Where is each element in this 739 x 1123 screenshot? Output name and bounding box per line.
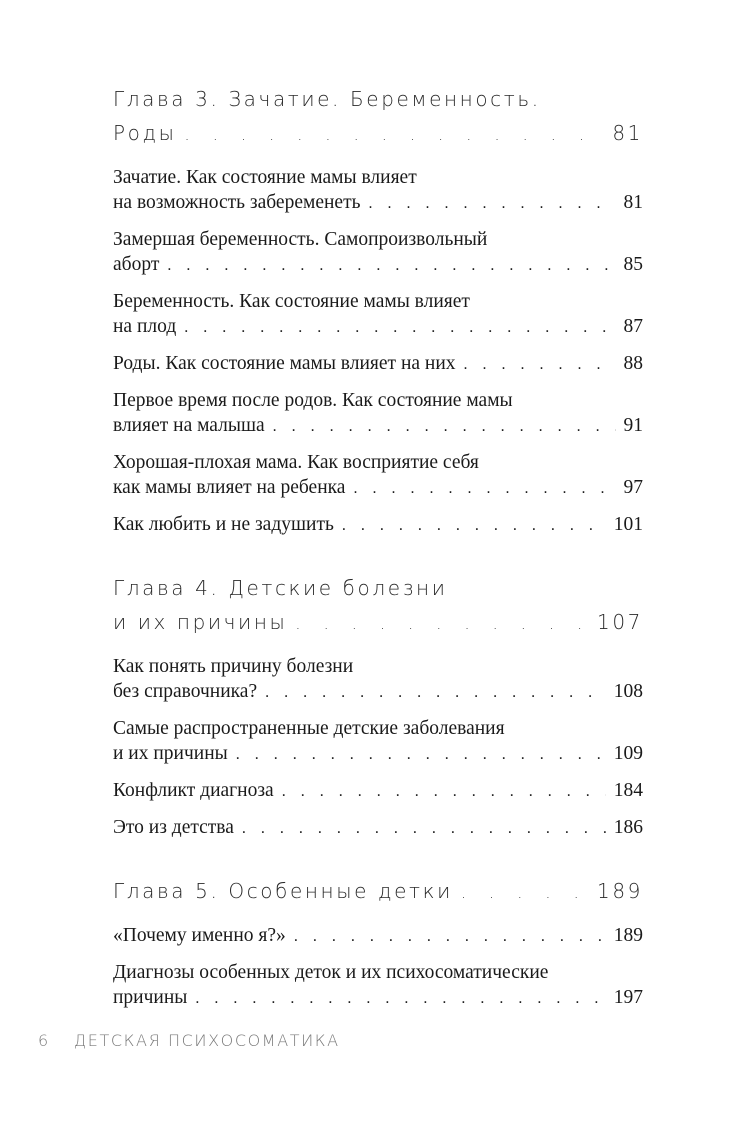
entry-title-line1: Диагнозы особенных деток и их психосоматические bbox=[113, 962, 549, 983]
dot-leader bbox=[167, 253, 615, 278]
entry-title-line1: Зачатие. Как состояние мамы влияет bbox=[113, 167, 417, 188]
dot-leader bbox=[464, 352, 616, 377]
entry-title-line1: Беременность. Как состояние мамы влияет bbox=[113, 291, 470, 312]
dot-leader bbox=[369, 191, 616, 216]
dot-leader bbox=[353, 476, 615, 501]
chapter-title-row bbox=[113, 605, 643, 641]
entry-title-line2: влияет на малыша bbox=[113, 415, 265, 436]
entry-page-number: 87 bbox=[623, 316, 643, 337]
toc-entry[interactable] bbox=[113, 450, 643, 501]
dot-leader bbox=[184, 315, 615, 340]
entry-title-line1: Первое время после родов. Как состояние мамы bbox=[113, 390, 513, 411]
entry-title-line2: на возможность забеременеть bbox=[113, 192, 361, 213]
entry-title-line2: аборт bbox=[113, 254, 160, 275]
entry-page-number: 101 bbox=[613, 514, 643, 535]
entry-title-line1: Как понять причину болезни bbox=[113, 656, 354, 677]
dot-leader bbox=[195, 986, 605, 1011]
entry-title: Конфликт диагноза bbox=[113, 780, 274, 801]
dot-leader bbox=[282, 779, 606, 804]
toc-entry[interactable] bbox=[113, 351, 643, 377]
chapter-heading bbox=[113, 571, 643, 641]
footer-page-number: 6 bbox=[38, 1031, 50, 1050]
dot-leader bbox=[273, 414, 616, 439]
dot-leader bbox=[265, 680, 606, 705]
dot-leader bbox=[295, 607, 589, 641]
chapter-page-number: 81 bbox=[612, 121, 643, 145]
entry-page-number: 184 bbox=[613, 780, 643, 801]
dot-leader bbox=[242, 816, 606, 841]
entry-page-number: 189 bbox=[613, 925, 643, 946]
chapter-page-number: 189 bbox=[597, 879, 643, 903]
toc-entry[interactable] bbox=[113, 165, 643, 216]
entry-title-line2: причины bbox=[113, 987, 188, 1008]
entry-title-line2: и их причины bbox=[113, 743, 228, 764]
chapter-title-line2: Роды bbox=[113, 121, 177, 145]
entry-page-number: 186 bbox=[613, 817, 643, 838]
toc-entry[interactable] bbox=[113, 923, 643, 949]
dot-leader bbox=[185, 118, 605, 152]
chapter-heading bbox=[113, 82, 643, 152]
entry-title-line2: как мамы влияет на ребенка bbox=[113, 477, 346, 498]
entry-title-line1: Замершая беременность. Самопроизвольный bbox=[113, 229, 488, 250]
entry-title-line2: на плод bbox=[113, 316, 177, 337]
toc-entry[interactable] bbox=[113, 778, 643, 804]
dot-leader bbox=[294, 924, 606, 949]
dot-leader bbox=[236, 742, 606, 767]
entry-title-line2: без справочника? bbox=[113, 681, 258, 702]
toc-entry[interactable] bbox=[113, 716, 643, 767]
toc-entry[interactable] bbox=[113, 512, 643, 538]
entry-title: Роды. Как состояние мамы влияет на них bbox=[113, 353, 456, 374]
dot-leader bbox=[342, 513, 606, 538]
toc-entry[interactable] bbox=[113, 227, 643, 278]
chapter-title-line1: Глава 4. Детские болезни bbox=[113, 576, 448, 600]
entry-page-number: 197 bbox=[613, 987, 643, 1008]
table-of-contents bbox=[113, 82, 643, 1011]
chapter-page-number: 107 bbox=[597, 610, 643, 634]
entry-title: Как любить и не задушить bbox=[113, 514, 334, 535]
toc-entry[interactable] bbox=[113, 654, 643, 705]
chapter-title-line2: и их причины bbox=[113, 610, 288, 634]
footer-book-title: ДЕТСКАЯ ПСИХОСОМАТИКА bbox=[73, 1031, 340, 1050]
page-footer bbox=[38, 1031, 340, 1050]
entry-page-number: 81 bbox=[623, 192, 643, 213]
toc-entry[interactable] bbox=[113, 388, 643, 439]
entry-page-number: 85 bbox=[623, 254, 643, 275]
entry-page-number: 109 bbox=[613, 743, 643, 764]
chapter-title-row bbox=[113, 116, 643, 152]
toc-entry[interactable] bbox=[113, 815, 643, 841]
chapter-heading bbox=[113, 874, 643, 910]
entry-page-number: 91 bbox=[623, 415, 643, 436]
chapter-title-line1: Глава 3. Зачатие. Беременность. bbox=[113, 87, 541, 111]
entry-page-number: 108 bbox=[613, 681, 643, 702]
entry-title-line1: Самые распространенные детские заболевания bbox=[113, 718, 505, 739]
toc-entry[interactable] bbox=[113, 289, 643, 340]
entry-title-line1: Хорошая-плохая мама. Как восприятие себя bbox=[113, 452, 479, 473]
dot-leader bbox=[461, 876, 589, 910]
chapter-title: Глава 5. Особенные детки bbox=[113, 879, 453, 903]
chapter-title-row bbox=[113, 874, 643, 910]
entry-page-number: 97 bbox=[623, 477, 643, 498]
entry-page-number: 88 bbox=[623, 353, 643, 374]
entry-title: Это из детства bbox=[113, 817, 234, 838]
toc-entry[interactable] bbox=[113, 960, 643, 1011]
entry-title: «Почему именно я?» bbox=[113, 925, 286, 946]
